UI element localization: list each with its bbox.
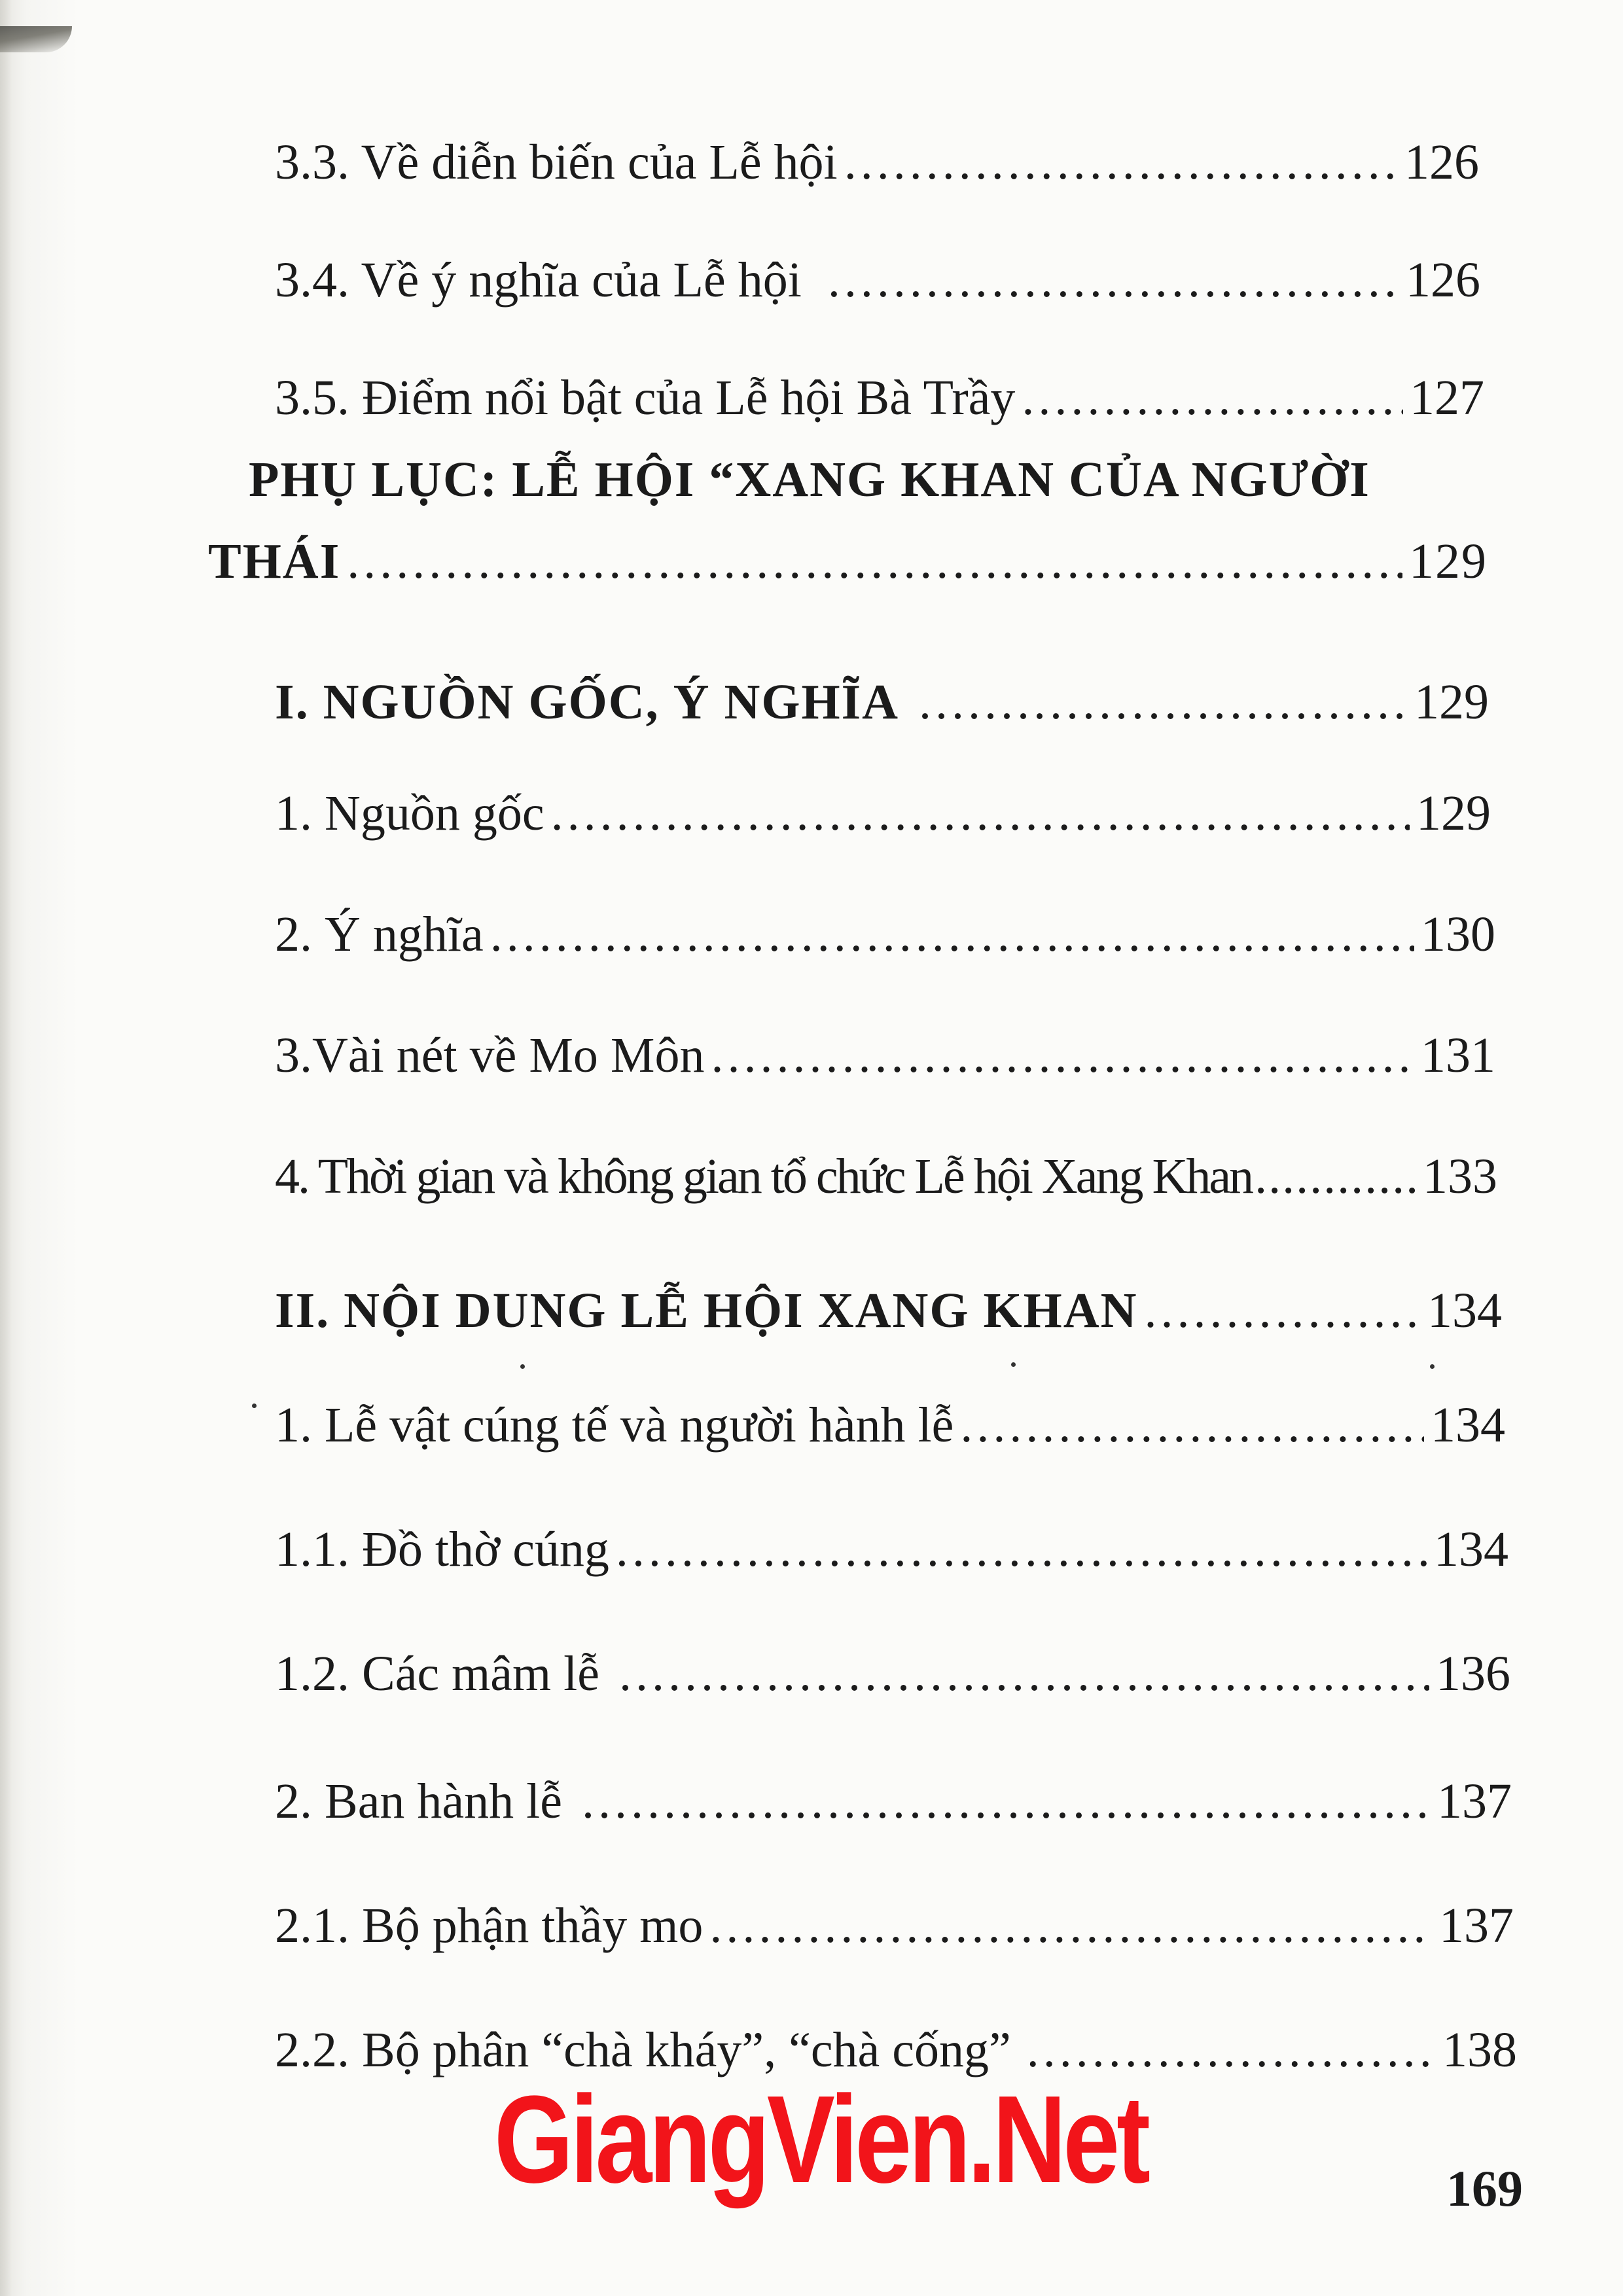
toc-entry-ii-1-1 [275,1521,1508,1578]
scan-corner-mark [0,26,72,52]
toc-entry-label: 2.2. Bộ phân “chà kháy”, “chà cống” [275,2022,1011,2077]
toc-entry-label: 1.1. Đồ thờ cúng [275,1522,609,1577]
toc-entry-page: 130 [1421,907,1495,962]
toc-entry-ii-1 [275,1397,1505,1454]
dot-leader [960,1397,1424,1454]
toc-entry-label: 1.2. Các mâm lễ [275,1646,599,1701]
toc-entry-page: 129 [1414,675,1489,730]
dot-leader [616,1521,1427,1578]
dot-leader [490,906,1414,963]
toc-entry-label: I. NGUỒN GỐC, Ý NGHĨA [275,675,900,730]
toc-entry-label: 3.Vài nét về Mo Môn [275,1028,705,1083]
appendix-heading-line-1: PHỤ LỤC: LỄ HỘI “XANG KHAN CỦA NGƯỜI [249,452,1370,507]
dot-leader [709,1898,1433,1954]
toc-entry-3-5 [275,370,1484,427]
toc-entry-label: 2.1. Bộ phận thầy mo [275,1898,704,1953]
page-gutter-shadow [0,0,12,2296]
toc-entry-label: 1. Lễ vật cúng tế và người hành lễ [275,1398,954,1453]
dot-leader [1255,1148,1420,1205]
dot-leader [347,533,1402,590]
print-speck [1011,1362,1016,1367]
toc-entry-page: 129 [1409,534,1488,589]
toc-entry-3-4 [275,252,1480,309]
dot-leader [828,252,1399,309]
toc-entry-label: 3.4. Về ý nghĩa của Lễ hội [275,253,802,308]
toc-entry-page: 129 [1416,786,1491,841]
print-speck [1430,1364,1435,1369]
toc-entry-ii-2 [275,1773,1512,1830]
toc-entry-page: 133 [1423,1149,1497,1204]
toc-entry-label: 4. Thời gian và không gian tổ chức Lễ hội Xang Khan [275,1149,1253,1204]
toc-entry-4 [275,1148,1497,1205]
toc-entry-appendix [208,533,1488,590]
watermark-logo: GiangVien.Net [494,2070,1148,2209]
dot-leader [551,785,1410,842]
toc-entry-page: 136 [1436,1646,1510,1701]
dot-leader [711,1027,1414,1084]
toc-entry-page: 126 [1404,135,1479,190]
toc-entry-ii-1-2 [275,1646,1510,1703]
toc-entry-label: 2. Ban hành lễ [275,1774,563,1829]
toc-entry-page: 131 [1421,1028,1495,1083]
toc-entry-ii-2-1 [275,1898,1514,1954]
dot-leader [1022,370,1403,427]
toc-entry-page: 134 [1434,1522,1508,1577]
toc-entry-page: 134 [1431,1398,1505,1453]
toc-entry-3-3 [275,134,1479,191]
dot-leader [582,1773,1431,1830]
toc-entry-label: II. NỘI DUNG LỄ HỘI XANG KHAN [275,1283,1138,1338]
toc-entry-page: 137 [1437,1774,1512,1829]
print-speck [520,1364,525,1369]
toc-entry-3 [275,1027,1495,1084]
toc-entry-1 [275,785,1491,842]
toc-entry-page: 137 [1439,1898,1514,1953]
toc-entry-page: 127 [1410,370,1484,425]
toc-entry-label: THÁI [208,534,341,589]
toc-entry-label: 1. Nguồn gốc [275,786,544,841]
toc-entry-section-i [275,674,1489,731]
page-number: 169 [1446,2160,1523,2217]
toc-entry-page: 138 [1442,2022,1517,2077]
toc-entry-label: 2. Ý nghĩa [275,907,484,962]
dot-leader [844,134,1398,191]
toc-entry-page: 134 [1427,1283,1502,1338]
dot-leader [1144,1282,1421,1339]
toc-entry-label: 3.5. Điểm nổi bật của Lễ hội Bà Trầy [275,370,1016,425]
toc-entry-section-ii [275,1282,1502,1339]
dot-leader [919,674,1408,731]
dot-leader [619,1646,1429,1703]
toc-entry-label: 3.3. Về diễn biến của Lễ hội [275,135,838,190]
toc-entry-page: 126 [1406,253,1480,308]
print-speck [252,1404,257,1408]
toc-entry-2 [275,906,1495,963]
